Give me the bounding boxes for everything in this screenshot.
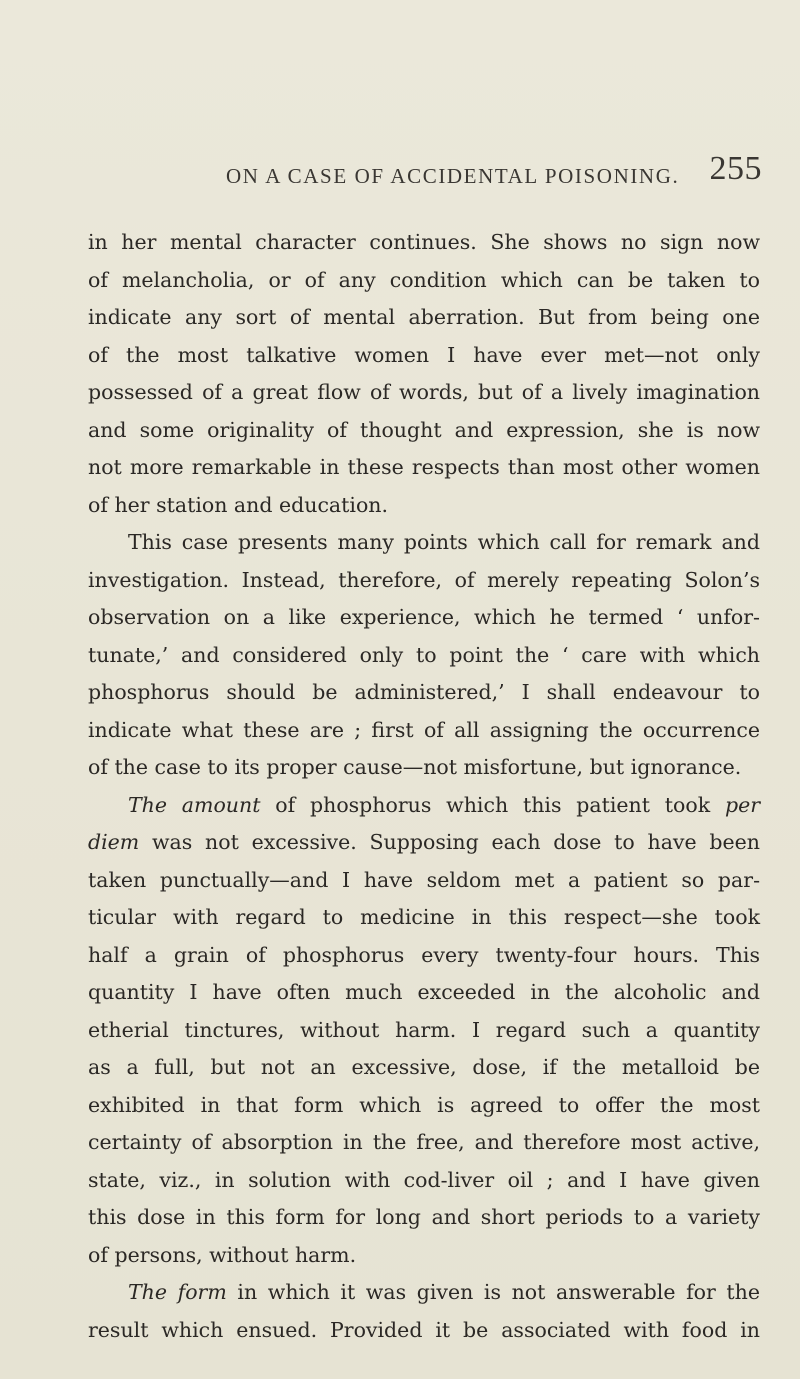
text-line: result which ensued. Provided it be associated with food in <box>88 1317 760 1342</box>
text-line: of melancholia, or of any condition which can be taken to <box>88 267 760 292</box>
text-line: tunate,’ and considered only to point the ‘ care with which <box>88 642 760 667</box>
text-line: indicate any sort of mental aberration. But from being one <box>88 305 760 329</box>
text-line: The amount of phosphorus which this patient took per <box>128 792 761 817</box>
text-line: of the case to its proper cause—not misfortune, but ignorance. <box>88 755 742 779</box>
text-line: phosphorus should be administered,’ I shall endeavour to <box>88 680 760 704</box>
text-line: The form in which it was given is not answerable for the <box>128 1280 760 1304</box>
body-text <box>88 224 760 1349</box>
page-number: 255 <box>709 150 762 187</box>
text-line: quantity I have often much exceeded in the alcoholic and <box>88 980 760 1004</box>
text-line: etherial tinctures, without harm. I regard such a quantity <box>88 1017 760 1042</box>
text-line: half a grain of phosphorus every twenty-four hours. This <box>88 942 760 967</box>
text-line: and some originality of thought and expression, she is now <box>88 417 760 442</box>
text-line: as a full, but not an excessive, dose, if the metalloid be <box>88 1055 760 1079</box>
text-line: indicate what these are ; first of all assigning the occurrence <box>88 717 760 742</box>
text-line: in her mental character continues. She shows no sign now <box>88 230 760 254</box>
text-line: This case presents many points which call for remark and <box>128 530 760 554</box>
running-title: ON A CASE OF ACCIDENTAL POISONING. <box>226 164 680 188</box>
text-line: exhibited in that form which is agreed to offer the most <box>88 1092 760 1117</box>
text-line: possessed of a great flow of words, but of a lively imagination <box>88 380 760 404</box>
text-line: of the most talkative women I have ever met—not only <box>88 342 760 367</box>
text-line: diem was not excessive. Supposing each dose to have been <box>88 830 760 854</box>
text-line: taken punctually—and I have seldom met a patient so par- <box>88 867 760 892</box>
text-line: state, viz., in solution with cod-liver oil ; and I have given <box>88 1167 760 1192</box>
text-line: of her station and education. <box>88 492 389 517</box>
text-line: observation on a like experience, which he termed ‘ unfor- <box>88 605 760 629</box>
text-line: certainty of absorption in the free, and therefore most active, <box>88 1130 760 1154</box>
text-line: ticular with regard to medicine in this respect—she took <box>88 905 760 929</box>
running-head <box>226 150 762 190</box>
text-line: investigation. Instead, therefore, of merely repeating Solon’s <box>88 567 760 592</box>
text-line: this dose in this form for long and short periods to a variety <box>88 1205 760 1229</box>
text-line: of persons, without harm. <box>88 1242 357 1267</box>
text-line: not more remarkable in these respects than most other women <box>88 455 760 479</box>
